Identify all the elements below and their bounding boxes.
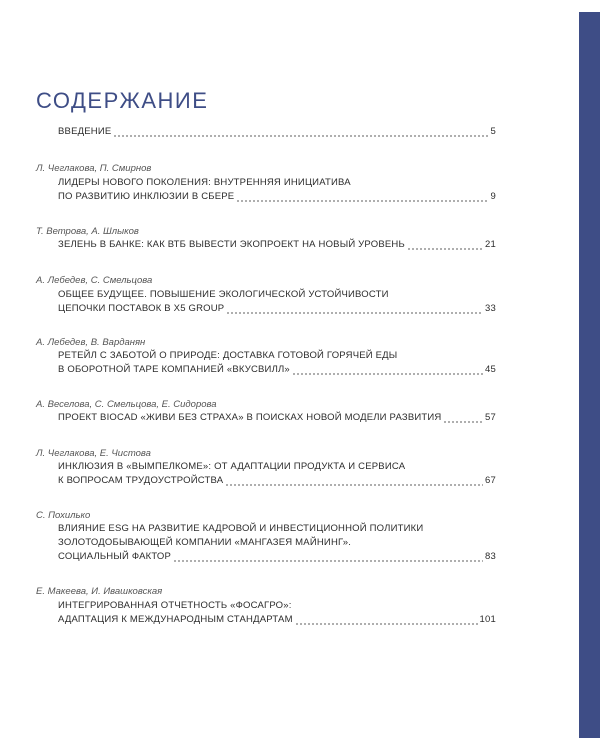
leader-dots: [443, 415, 483, 424]
entry-authors: А. Лебедев, В. Варданян: [36, 337, 146, 348]
toc-entry-title: ЛИДЕРЫ НОВОГО ПОКОЛЕНИЯ: ВНУТРЕННЯЯ ИНИЦИАТИВА: [58, 177, 351, 188]
toc-entry-title: ПРОЕКТ BIOCAD «ЖИВИ БЕЗ СТРАХА» В ПОИСКАХ НОВОЙ МОДЕЛИ РАЗВИТИЯ: [58, 412, 442, 423]
entry-authors: А. Лебедев, С. Смельцова: [36, 275, 153, 286]
toc-entry-line: [58, 551, 496, 563]
page-number: 57: [485, 412, 496, 423]
page-number: 9: [490, 191, 496, 202]
leader-dots: [226, 306, 483, 315]
page-number: 67: [485, 475, 496, 486]
toc-entry-title: В ОБОРОТНОЙ ТАРЕ КОМПАНИЕЙ «ВКУСВИЛЛ»: [58, 364, 290, 375]
page-number: 5: [490, 126, 496, 137]
page-number: 83: [485, 551, 496, 562]
toc-entry-title: АДАПТАЦИЯ К МЕЖДУНАРОДНЫМ СТАНДАРТАМ: [58, 614, 293, 625]
leader-dots: [225, 478, 483, 487]
page-number: 33: [485, 303, 496, 314]
toc-entry-title: К ВОПРОСАМ ТРУДОУСТРОЙСТВА: [58, 475, 224, 486]
toc-entry-line: [58, 239, 496, 251]
entry-authors: Л. Чеглакова, П. Смирнов: [36, 163, 152, 174]
toc-entry-title: ВЛИЯНИЕ ESG НА РАЗВИТИЕ КАДРОВОЙ И ИНВЕСТИЦИОННОЙ ПОЛИТИКИ: [58, 523, 424, 534]
toc-entry-title: ЗОЛОТОДОБЫВАЮЩЕЙ КОМПАНИИ «МАНГАЗЕЯ МАЙНИНГ».: [58, 537, 352, 548]
toc-entry-title: ИНКЛЮЗИЯ В «ВЫМПЕЛКОМЕ»: ОТ АДАПТАЦИИ ПРОДУКТА И СЕРВИСА: [58, 461, 406, 472]
toc-entry-line: [58, 191, 496, 203]
leader-dots: [292, 367, 483, 376]
leader-dots: [113, 129, 488, 138]
toc-entry-title: ЗЕЛЕНЬ В БАНКЕ: КАК ВТБ ВЫВЕСТИ ЭКОПРОЕКТ НА НОВЫЙ УРОВЕНЬ: [58, 239, 405, 250]
leader-dots: [173, 554, 483, 563]
toc-entry-line: [58, 614, 496, 626]
page-number: 101: [479, 614, 496, 625]
toc-entry-title: ИНТЕГРИРОВАННАЯ ОТЧЕТНОСТЬ «ФОСАГРО»:: [58, 600, 292, 611]
leader-dots: [407, 242, 483, 251]
toc-entry-line: [58, 350, 496, 362]
toc-entry-line: [58, 475, 496, 487]
leader-dots: [236, 194, 488, 203]
toc-entry-line: [58, 364, 496, 376]
page-number: 21: [485, 239, 496, 250]
book-spine-bar: [579, 12, 600, 738]
toc-entry-title: ВВЕДЕНИЕ: [58, 126, 112, 137]
toc-entry-line: [58, 461, 496, 473]
entry-authors: А. Веселова, С. Смельцова, Е. Сидорова: [36, 399, 217, 410]
toc-entry-title: ЦЕПОЧКИ ПОСТАВОК В X5 GROUP: [58, 303, 225, 314]
leader-dots: [295, 617, 478, 626]
toc-entry-line: [58, 177, 496, 189]
page-number: 45: [485, 364, 496, 375]
toc-entry-line: [58, 523, 496, 535]
toc-entry-line: [58, 412, 496, 424]
toc-entry-line: [58, 289, 496, 301]
toc-entry-line: [58, 126, 496, 138]
toc-entry-line: [58, 537, 496, 549]
entry-authors: Т. Ветрова, А. Шлыков: [36, 226, 139, 237]
entry-authors: Е. Макеева, И. Ивашковская: [36, 586, 163, 597]
toc-entry-title: РЕТЕЙЛ С ЗАБОТОЙ О ПРИРОДЕ: ДОСТАВКА ГОТОВОЙ ГОРЯЧЕЙ ЕДЫ: [58, 350, 398, 361]
entry-authors: Л. Чеглакова, Е. Чистова: [36, 448, 151, 459]
toc-entry-line: [58, 303, 496, 315]
toc-entry-line: [58, 600, 496, 612]
toc-entry-title: ОБЩЕЕ БУДУЩЕЕ. ПОВЫШЕНИЕ ЭКОЛОГИЧЕСКОЙ УСТОЙЧИВОСТИ: [58, 289, 389, 300]
toc-entry-title: ПО РАЗВИТИЮ ИНКЛЮЗИИ В СБЕРЕ: [58, 191, 235, 202]
toc-entry-title: СОЦИАЛЬНЫЙ ФАКТОР: [58, 551, 172, 562]
entry-authors: С. Похилько: [36, 510, 91, 521]
page-title: СОДЕРЖАНИЕ: [36, 87, 209, 113]
